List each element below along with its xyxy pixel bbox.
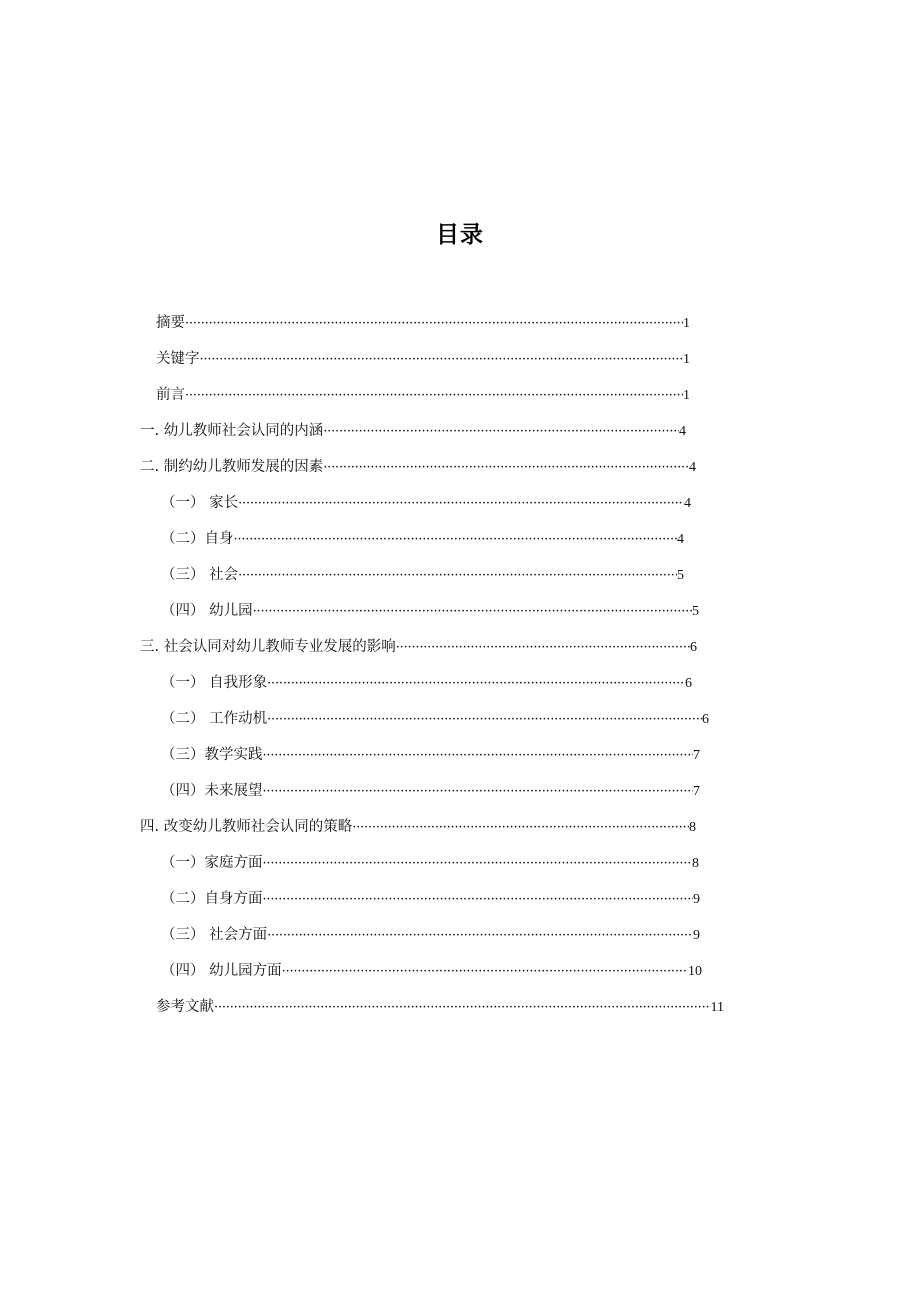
toc-entry-page: 6	[690, 640, 697, 655]
toc-entry-page: 5	[677, 568, 684, 583]
toc-entry-label: 关键字	[156, 351, 200, 367]
toc-entry-label: （二） 工作动机	[161, 711, 268, 727]
toc-entry-label: （一） 自我形象	[161, 675, 268, 691]
toc-entry-2-4[interactable]	[161, 598, 699, 624]
toc-entry-section-2[interactable]	[140, 454, 696, 480]
toc-entry-page: 1	[683, 352, 690, 367]
toc-entry-label: （三）教学实践	[161, 747, 263, 763]
toc-entry-2-1[interactable]	[161, 490, 691, 516]
toc-entry-keywords[interactable]	[156, 346, 690, 372]
toc-entry-page: 4	[684, 496, 691, 511]
toc-entry-label: （四） 幼儿园方面	[161, 963, 282, 979]
toc-entry-page: 1	[683, 316, 690, 331]
toc-entry-page: 11	[710, 1000, 724, 1015]
dot-leader	[282, 959, 688, 984]
toc-entry-label: （三） 社会	[161, 567, 239, 583]
toc-entry-page: 4	[679, 424, 686, 439]
toc-entry-label: 参考文献	[156, 999, 214, 1015]
dot-leader	[263, 743, 694, 768]
toc-entry-label: 三. 社会认同对幼儿教师专业发展的影响	[140, 639, 396, 655]
toc-entry-page: 4	[677, 532, 684, 547]
toc-entry-label: 二. 制约幼儿教师发展的因素	[140, 459, 324, 475]
dot-leader	[263, 779, 694, 804]
dot-leader	[267, 707, 702, 732]
toc-entry-3-3[interactable]	[161, 742, 700, 768]
toc-entry-label: （四） 幼儿园	[161, 603, 253, 619]
toc-entry-label: （二）自身方面	[161, 891, 263, 907]
toc-entry-3-2[interactable]	[161, 706, 709, 732]
toc-entry-page: 1	[683, 388, 690, 403]
toc-entry-page: 4	[689, 460, 696, 475]
toc-entry-2-2[interactable]	[161, 526, 684, 552]
toc-entry-3-1[interactable]	[161, 670, 692, 696]
toc-entry-references[interactable]	[156, 994, 724, 1020]
toc-entry-3-4[interactable]	[161, 778, 700, 804]
dot-leader	[323, 419, 679, 444]
dot-leader	[267, 671, 685, 696]
dot-leader	[263, 851, 693, 876]
dot-leader	[238, 491, 684, 516]
toc-entry-2-3[interactable]	[161, 562, 684, 588]
dot-leader	[323, 455, 689, 480]
dot-leader	[200, 347, 684, 372]
toc-entry-page: 9	[693, 892, 700, 907]
dot-leader	[352, 815, 689, 840]
toc-entry-label: （一） 家长	[161, 495, 239, 511]
dot-leader	[234, 527, 678, 552]
page-title: 目录	[436, 222, 484, 248]
toc-entry-4-1[interactable]	[161, 850, 699, 876]
toc-entry-page: 7	[693, 784, 700, 799]
toc-entry-section-3[interactable]	[140, 634, 697, 660]
toc-entry-4-3[interactable]	[161, 922, 700, 948]
toc-entry-page: 6	[685, 676, 692, 691]
toc-entry-abstract[interactable]	[156, 310, 690, 336]
dot-leader	[396, 635, 690, 660]
dot-leader	[214, 995, 711, 1020]
toc-entry-label: 摘要	[156, 315, 185, 331]
toc-entry-label: 前言	[156, 387, 185, 403]
toc-entry-4-2[interactable]	[161, 886, 700, 912]
toc-entry-page: 7	[693, 748, 700, 763]
toc-entry-label: 四. 改变幼儿教师社会认同的策略	[140, 819, 353, 835]
dot-leader	[263, 887, 694, 912]
toc-entry-page: 5	[692, 604, 699, 619]
toc-entry-page: 9	[693, 928, 700, 943]
toc-entry-page: 6	[702, 712, 709, 727]
dot-leader	[185, 311, 683, 336]
toc-entry-preface[interactable]	[156, 382, 690, 408]
toc-entry-section-4[interactable]	[140, 814, 696, 840]
dot-leader	[185, 383, 683, 408]
toc-entry-4-4[interactable]	[161, 958, 702, 984]
dot-leader	[267, 923, 693, 948]
toc-entry-label: （四）未来展望	[161, 783, 263, 799]
toc-entry-page: 8	[692, 856, 699, 871]
toc-entry-label: 一. 幼儿教师社会认同的内涵	[140, 423, 324, 439]
dot-leader	[253, 599, 692, 624]
toc-entry-page: 8	[689, 820, 696, 835]
toc-entry-label: （三） 社会方面	[161, 927, 268, 943]
toc-entry-page: 10	[688, 964, 702, 979]
dot-leader	[238, 563, 677, 588]
toc-entry-section-1[interactable]	[140, 418, 686, 444]
toc-entry-label: （一）家庭方面	[161, 855, 263, 871]
toc-entry-label: （二）自身	[161, 531, 234, 547]
